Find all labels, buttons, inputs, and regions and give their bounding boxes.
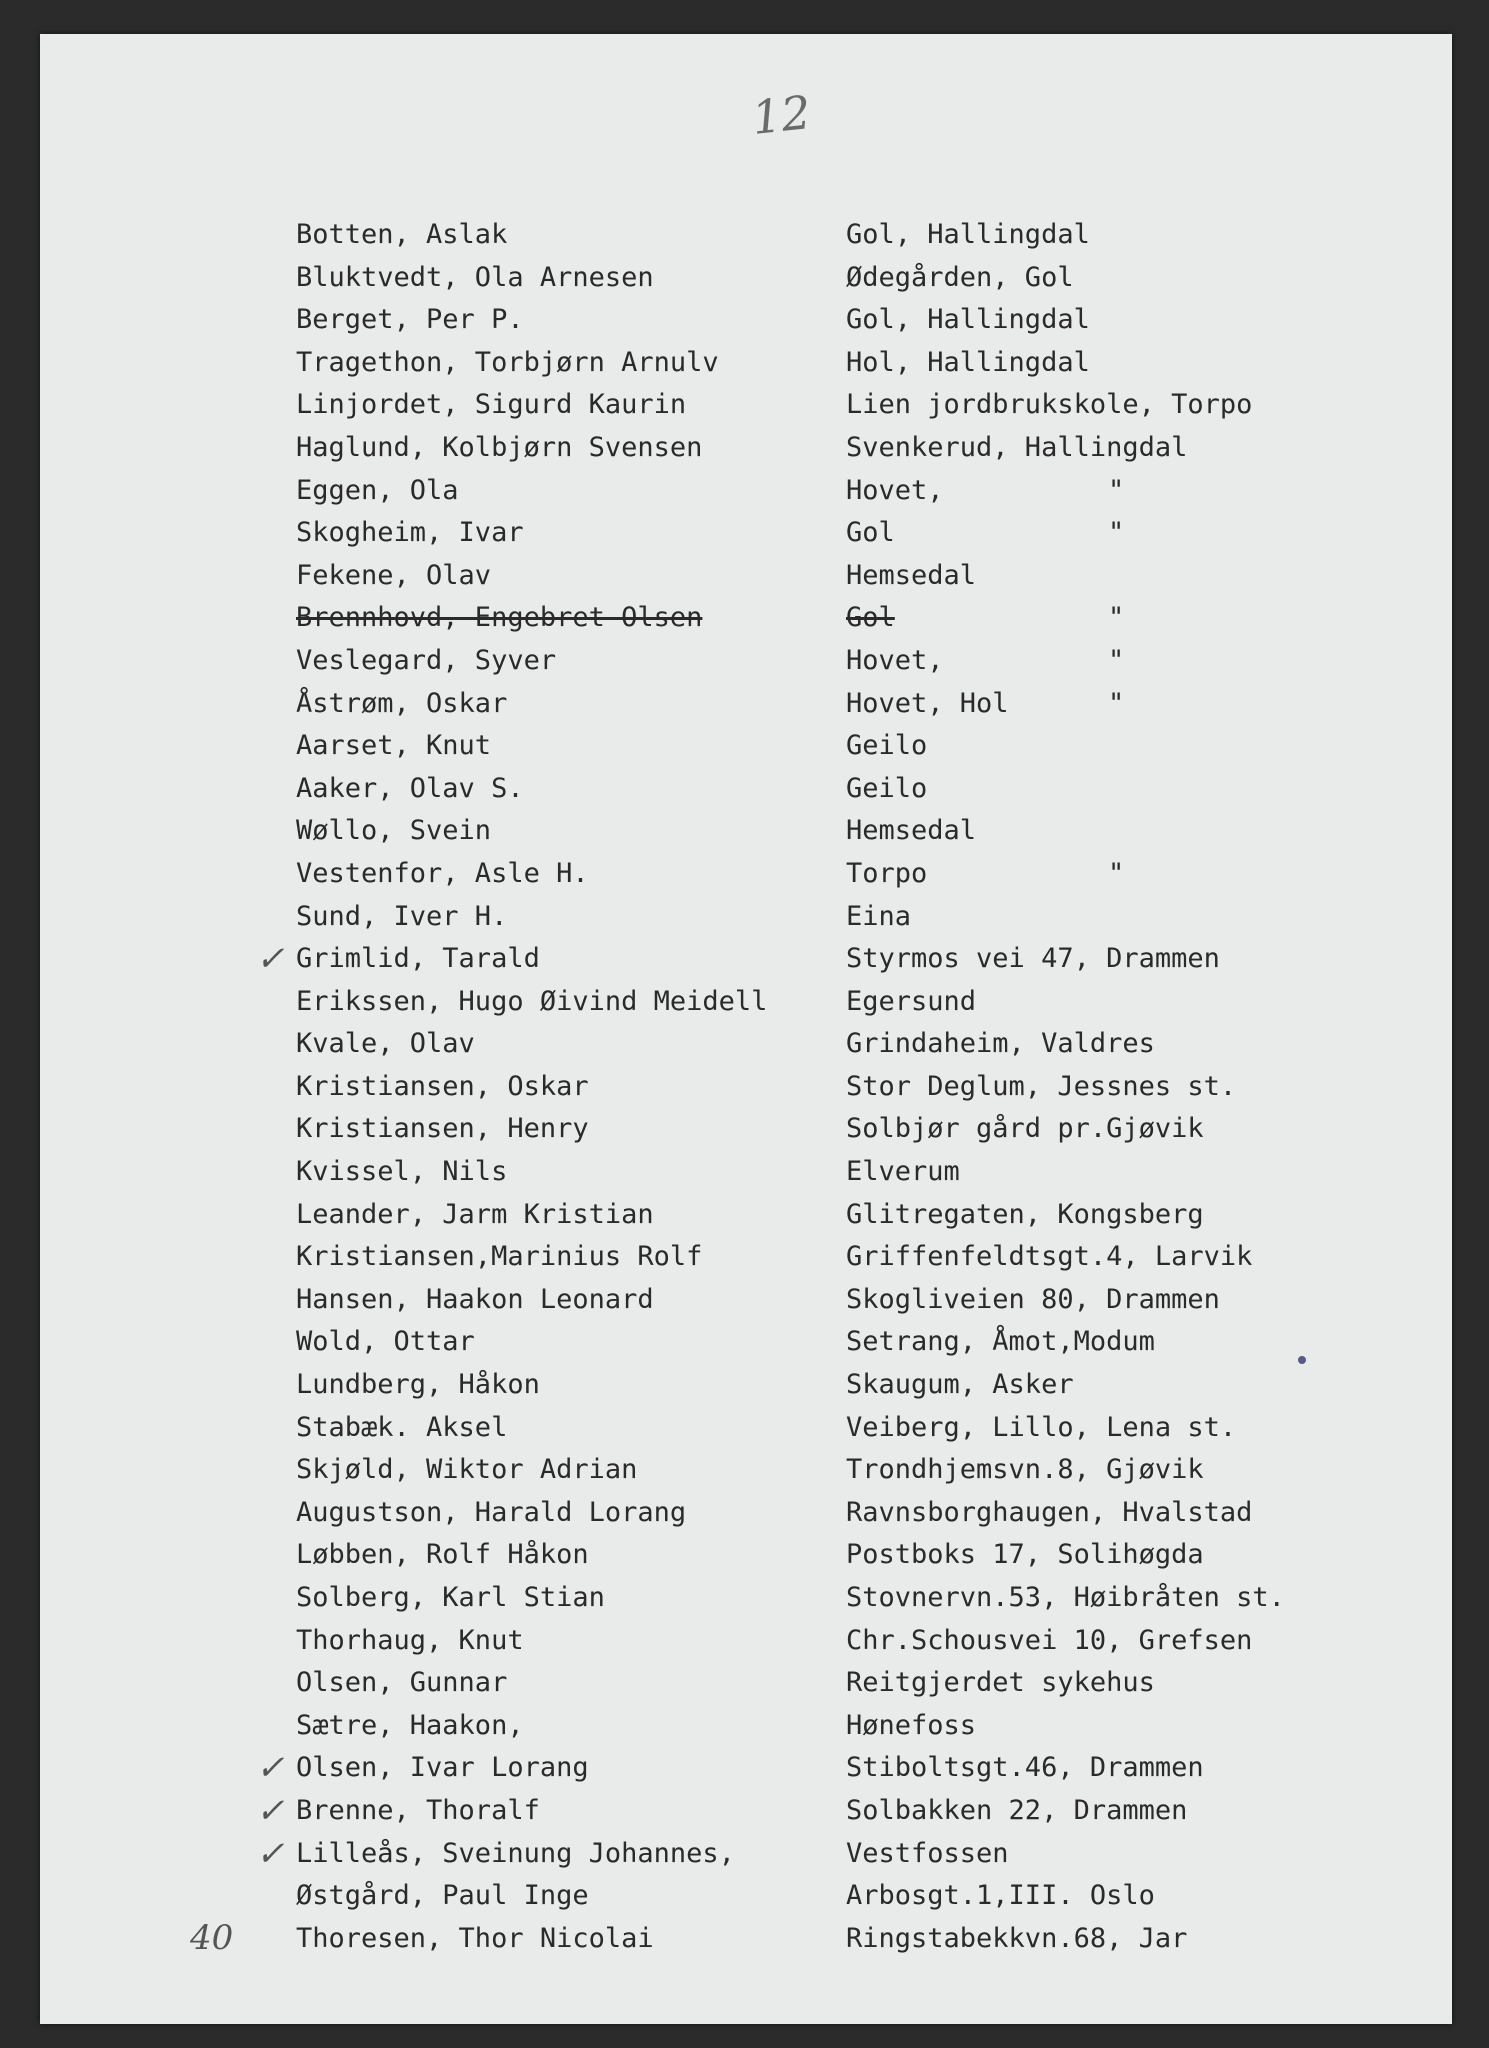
- list-item: [40, 1023, 1452, 1066]
- checkmark: ✓: [256, 1833, 285, 1874]
- address: Arbosgt.1,III. Oslo: [846, 1880, 1155, 1912]
- person-name: Åstrøm, Oskar: [296, 687, 508, 719]
- address: Gol: [846, 517, 895, 549]
- list-item: [40, 1194, 1452, 1237]
- person-name: Erikssen, Hugo Øivind Meidell: [296, 985, 768, 1017]
- address: Reitgjerdet sykehus: [846, 1667, 1155, 1699]
- count-note: 40: [190, 1918, 234, 1958]
- person-name: Aaker, Olav S.: [296, 772, 524, 804]
- list-item: [40, 214, 1452, 257]
- address: Ødegården, Gol: [846, 261, 1074, 293]
- list-item: [40, 1705, 1452, 1748]
- address: Hovet, Hol: [846, 687, 1009, 719]
- list-item: [40, 1151, 1452, 1194]
- list-item: [40, 810, 1452, 853]
- address: Hønefoss: [846, 1709, 977, 1741]
- person-name: Kristiansen,Marinius Rolf: [296, 1241, 703, 1273]
- address: Hovet,: [846, 474, 944, 506]
- list-item: [40, 1364, 1452, 1407]
- list-item: [40, 1534, 1452, 1577]
- list-item: [40, 768, 1452, 811]
- address: Gol, Hallingdal: [846, 304, 1090, 336]
- person-name: Vestenfor, Asle H.: [296, 857, 589, 889]
- address: Eina: [846, 900, 912, 932]
- ditto-mark: ": [1108, 687, 1125, 719]
- address: Gol, Hallingdal: [846, 219, 1090, 250]
- list-item: [40, 1449, 1452, 1492]
- person-name: Berget, Per P.: [296, 304, 524, 336]
- list-item: [40, 1577, 1452, 1620]
- address: Stiboltsgt.46, Drammen: [846, 1752, 1204, 1784]
- list-item: [40, 1407, 1452, 1450]
- ditto-mark: ": [1108, 474, 1125, 506]
- person-name: Sund, Iver H.: [296, 900, 508, 932]
- list-item: [40, 896, 1452, 939]
- list-item: [40, 1833, 1452, 1876]
- page-number: 12: [749, 85, 814, 145]
- person-name: Kvissel, Nils: [296, 1156, 508, 1188]
- person-name: Olsen, Ivar Lorang: [296, 1752, 589, 1784]
- list-item: [40, 1492, 1452, 1535]
- entry-list: [40, 214, 1452, 1960]
- address: Torpo: [846, 857, 928, 889]
- address: Ringstabekkvn.68, Jar: [846, 1922, 1188, 1954]
- list-item: [40, 1620, 1452, 1663]
- address: Solbakken 22, Drammen: [846, 1794, 1188, 1826]
- address: Lien jordbrukskole, Torpo: [846, 389, 1253, 421]
- address: Gol: [846, 602, 895, 634]
- person-name: Sætre, Haakon,: [296, 1709, 524, 1741]
- person-name: Wold, Ottar: [296, 1326, 475, 1358]
- list-item: [40, 1108, 1452, 1151]
- list-item: [40, 1790, 1452, 1833]
- address: Geilo: [846, 772, 928, 804]
- address: Veiberg, Lillo, Lena st.: [846, 1411, 1237, 1443]
- person-name: Bluktvedt, Ola Arnesen: [296, 261, 654, 293]
- person-name: Thoresen, Thor Nicolai: [296, 1922, 654, 1954]
- document-page: [40, 34, 1452, 2024]
- person-name: Haglund, Kolbjørn Svensen: [296, 431, 703, 463]
- address: Solbjør gård pr.Gjøvik: [846, 1113, 1204, 1145]
- list-item: [40, 1747, 1452, 1790]
- list-item: [40, 597, 1452, 640]
- person-name: Thorhaug, Knut: [296, 1624, 524, 1656]
- person-name: Eggen, Ola: [296, 474, 459, 506]
- list-item: [40, 257, 1452, 300]
- list-item: [40, 853, 1452, 896]
- person-name: Hansen, Haakon Leonard: [296, 1283, 654, 1315]
- person-name: Brennhovd, Engebret Olsen: [296, 602, 703, 634]
- person-name: Fekene, Olav: [296, 559, 492, 591]
- person-name: Grimlid, Tarald: [296, 943, 540, 975]
- person-name: Brenne, Thoralf: [296, 1794, 540, 1826]
- checkmark: ✓: [256, 939, 285, 980]
- person-name: Stabæk. Aksel: [296, 1411, 508, 1443]
- list-item: [40, 427, 1452, 470]
- ditto-mark: ": [1108, 644, 1125, 676]
- ditto-mark: ": [1108, 857, 1125, 889]
- list-item: [40, 683, 1452, 726]
- person-name: Linjordet, Sigurd Kaurin: [296, 389, 687, 421]
- ink-dot: [1298, 1356, 1306, 1364]
- person-name: Kvale, Olav: [296, 1028, 475, 1060]
- person-name: Augustson, Harald Lorang: [296, 1496, 687, 1528]
- person-name: Kristiansen, Oskar: [296, 1070, 589, 1102]
- person-name: Østgård, Paul Inge: [296, 1880, 589, 1912]
- ditto-mark: ": [1108, 517, 1125, 549]
- person-name: Lundberg, Håkon: [296, 1369, 540, 1401]
- person-name: Wøllo, Svein: [296, 815, 492, 847]
- address: Setrang, Åmot,Modum: [846, 1326, 1155, 1358]
- list-item: [40, 1321, 1452, 1364]
- person-name: Løbben, Rolf Håkon: [296, 1539, 589, 1571]
- address: Styrmos vei 47, Drammen: [846, 943, 1220, 975]
- address: Vestfossen: [846, 1837, 1009, 1869]
- person-name: Aarset, Knut: [296, 730, 492, 762]
- list-item: [40, 725, 1452, 768]
- address: Postboks 17, Solihøgda: [846, 1539, 1204, 1571]
- list-item: [40, 1236, 1452, 1279]
- list-item: [40, 470, 1452, 513]
- address: Hovet,: [846, 644, 944, 676]
- address: Ravnsborghaugen, Hvalstad: [846, 1496, 1253, 1528]
- list-item: [40, 384, 1452, 427]
- checkmark: ✓: [256, 1790, 285, 1831]
- person-name: Solberg, Karl Stian: [296, 1582, 605, 1613]
- list-item: [40, 299, 1452, 342]
- list-item: [40, 1662, 1452, 1705]
- list-item: [40, 1875, 1452, 1918]
- person-name: Leander, Jarm Kristian: [296, 1198, 654, 1230]
- list-item: [40, 1918, 1452, 1961]
- list-item: [40, 555, 1452, 598]
- address: Hemsedal: [846, 815, 977, 847]
- person-name: Veslegard, Syver: [296, 644, 557, 676]
- address: Grindaheim, Valdres: [846, 1028, 1155, 1060]
- address: Elverum: [846, 1156, 960, 1188]
- checkmark: ✓: [256, 1748, 285, 1789]
- person-name: Kristiansen, Henry: [296, 1113, 589, 1145]
- list-item: [40, 640, 1452, 683]
- address: Griffenfeldtsgt.4, Larvik: [846, 1241, 1253, 1273]
- address: Trondhjemsvn.8, Gjøvik: [846, 1454, 1204, 1486]
- address: Svenkerud, Hallingdal: [846, 431, 1188, 463]
- address: Stor Deglum, Jessnes st.: [846, 1070, 1237, 1102]
- list-item: [40, 981, 1452, 1024]
- address: Egersund: [846, 985, 977, 1017]
- person-name: Botten, Aslak: [296, 219, 508, 250]
- ditto-mark: ": [1108, 602, 1125, 634]
- address: Skaugum, Asker: [846, 1369, 1074, 1401]
- address: Skogliveien 80, Drammen: [846, 1283, 1220, 1315]
- list-item: [40, 512, 1452, 555]
- list-item: [40, 938, 1452, 981]
- address: Chr.Schousvei 10, Grefsen: [846, 1624, 1253, 1656]
- address: Hemsedal: [846, 559, 977, 591]
- list-item: [40, 342, 1452, 385]
- address: Stovnervn.53, Høibråten st.: [846, 1582, 1285, 1613]
- address: Glitregaten, Kongsberg: [846, 1198, 1204, 1230]
- address: Geilo: [846, 730, 928, 762]
- person-name: Skjøld, Wiktor Adrian: [296, 1454, 638, 1486]
- person-name: Skogheim, Ivar: [296, 517, 524, 549]
- person-name: Tragethon, Torbjørn Arnulv: [296, 346, 719, 378]
- person-name: Lilleås, Sveinung Johannes,: [296, 1837, 735, 1869]
- list-item: [40, 1279, 1452, 1322]
- list-item: [40, 1066, 1452, 1109]
- person-name: Olsen, Gunnar: [296, 1667, 508, 1699]
- address: Hol, Hallingdal: [846, 346, 1090, 378]
